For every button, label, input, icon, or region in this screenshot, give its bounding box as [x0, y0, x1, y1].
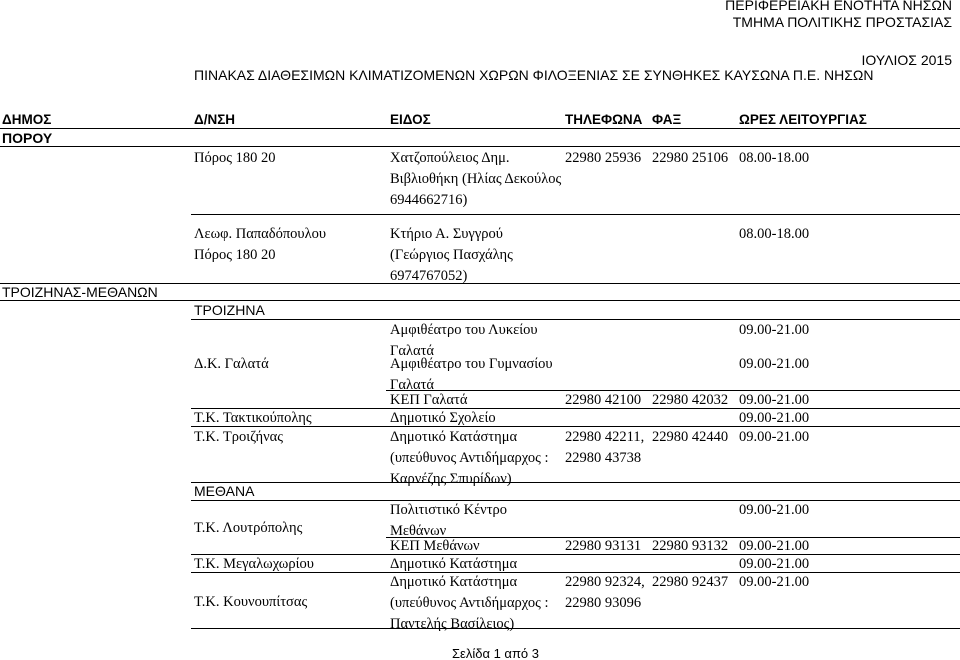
col-header-dimos: ΔΗΜΟΣ [2, 112, 52, 127]
row11-fax: 22980 92437 [652, 574, 729, 590]
row-rule [0, 146, 960, 147]
row11-phone: 22980 92324, 22980 93096 [565, 574, 645, 611]
row7-type: Δημοτικό Κατάστημα (υπεύθυνος Αντιδήμαρχος : Καρνέζης Σπυρίδων) [390, 429, 549, 487]
row10-community: Τ.Κ. Μεγαλωχωρίου [194, 556, 314, 572]
col-header-tilefona: ΤΗΛΕΦΩΝΑ [565, 112, 643, 127]
col-header-ores: ΩΡΕΣ ΛΕΙΤΟΥΡΓΙΑΣ [739, 112, 867, 127]
row6-type: Δημοτικό Σχολείο [390, 410, 496, 426]
col-header-eidos: ΕΙΔΟΣ [390, 112, 431, 127]
section-troizina: ΤΡΟΙΖΗΝΑ [194, 302, 265, 318]
row-rule [191, 214, 960, 215]
row11-type: Δημοτικό Κατάστημα (υπεύθυνος Αντιδήμαρχος : Παντελής Βασίλειος) [390, 574, 549, 632]
row8-hours: 09.00-21.00 [739, 502, 810, 518]
row8-type: Πολιτιστικό Κέντρο Μεθάνων [390, 502, 508, 539]
row5-fax: 22980 42032 [652, 392, 729, 408]
document-title: ΠΙΝΑΚΑΣ ΔΙΑΘΕΣΙΜΩΝ ΚΛΙΜΑΤΙΖΟΜΕΝΩΝ ΧΩΡΩΝ ΦΙΛΟΞΕΝΙΑΣ ΣΕ ΣΥΝΘΗΚΕΣ ΚΑΥΣΩΝΑ Π.Ε. ΝΗΣΩΝ [194, 67, 874, 83]
row1-hours: 08.00-18.00 [739, 150, 810, 166]
row1-address: Πόρος 180 20 [194, 150, 276, 166]
row9-phone: 22980 93131 [565, 538, 642, 554]
row-rule [191, 628, 960, 629]
row3-hours: 09.00-21.00 [739, 322, 810, 338]
row1-fax: 22980 25106 [652, 150, 729, 166]
row5-hours: 09.00-21.00 [739, 392, 810, 408]
row1-type: Χατζοπούλειος Δημ. Βιβλιοθήκη (Ηλίας Δεκούλος 6944662716) [390, 150, 562, 208]
row11-community: Τ.Κ. Κουνουπίτσας [194, 594, 308, 610]
row2-hours: 08.00-18.00 [739, 226, 810, 242]
row2-type: Κτήριο Α. Συγγρού (Γεώργιος Πασχάλης 6974767052) [390, 226, 513, 284]
row5-phone: 22980 42100 [565, 392, 642, 408]
section-methana: ΜΕΘΑΝΑ [194, 483, 255, 499]
row9-hours: 09.00-21.00 [739, 538, 810, 554]
row4-type: Αμφιθέατρο του Γυμνασίου Γαλατά [390, 356, 553, 393]
row-rule [191, 482, 960, 483]
row4-community: Δ.Κ. Γαλατά [194, 356, 269, 372]
col-header-dnsi: Δ/ΝΣΗ [194, 112, 236, 127]
row9-fax: 22980 93132 [652, 538, 729, 554]
row6-community: Τ.Κ. Τακτικούπολης [194, 410, 312, 426]
row-rule [191, 500, 960, 501]
row8-community: Τ.Κ. Λουτρόπολης [194, 520, 303, 536]
row3-type: Αμφιθέατρο του Λυκείου Γαλατά [390, 322, 538, 359]
row9-type: ΚΕΠ Μεθάνων [390, 538, 480, 554]
row-rule [191, 319, 960, 320]
row7-community: Τ.Κ. Τροιζήνας [194, 429, 284, 445]
region-line-2: ΤΜΗΜΑ ΠΟΛΙΤΙΚΗΣ ΠΡΟΣΤΑΣΙΑΣ [732, 14, 952, 30]
section-troizinas-methanon: ΤΡΟΙΖΗΝΑΣ-ΜΕΘΑΝΩΝ [2, 284, 158, 300]
row7-hours: 09.00-21.00 [739, 429, 810, 445]
row6-hours: 09.00-21.00 [739, 410, 810, 426]
row4-hours: 09.00-21.00 [739, 356, 810, 372]
row10-type: Δημοτικό Κατάστημα [390, 556, 518, 572]
row1-phone: 22980 25936 [565, 150, 642, 166]
row11-hours: 09.00-21.00 [739, 574, 810, 590]
header-rule [0, 128, 960, 129]
date-label: ΙΟΥΛΙΟΣ 2015 [861, 52, 952, 68]
col-header-fax: ΦΑΞ [652, 112, 682, 127]
row2-address: Λεωφ. Παπαδόπουλου Πόρος 180 20 [194, 226, 327, 263]
section-poros: ΠΟΡΟΥ [2, 130, 53, 146]
row5-type: ΚΕΠ Γαλατά [390, 392, 468, 408]
row7-fax: 22980 42440 [652, 429, 729, 445]
row7-phone: 22980 42211, 22980 43738 [565, 429, 645, 466]
row-rule [0, 300, 960, 301]
page-number: Σελίδα 1 από 3 [452, 646, 539, 660]
row10-hours: 09.00-21.00 [739, 556, 810, 572]
region-line-1: ΠΕΡΙΦΕΡΕΙΑΚΗ ΕΝΟΤΗΤΑ ΝΗΣΩΝ [725, 0, 952, 13]
